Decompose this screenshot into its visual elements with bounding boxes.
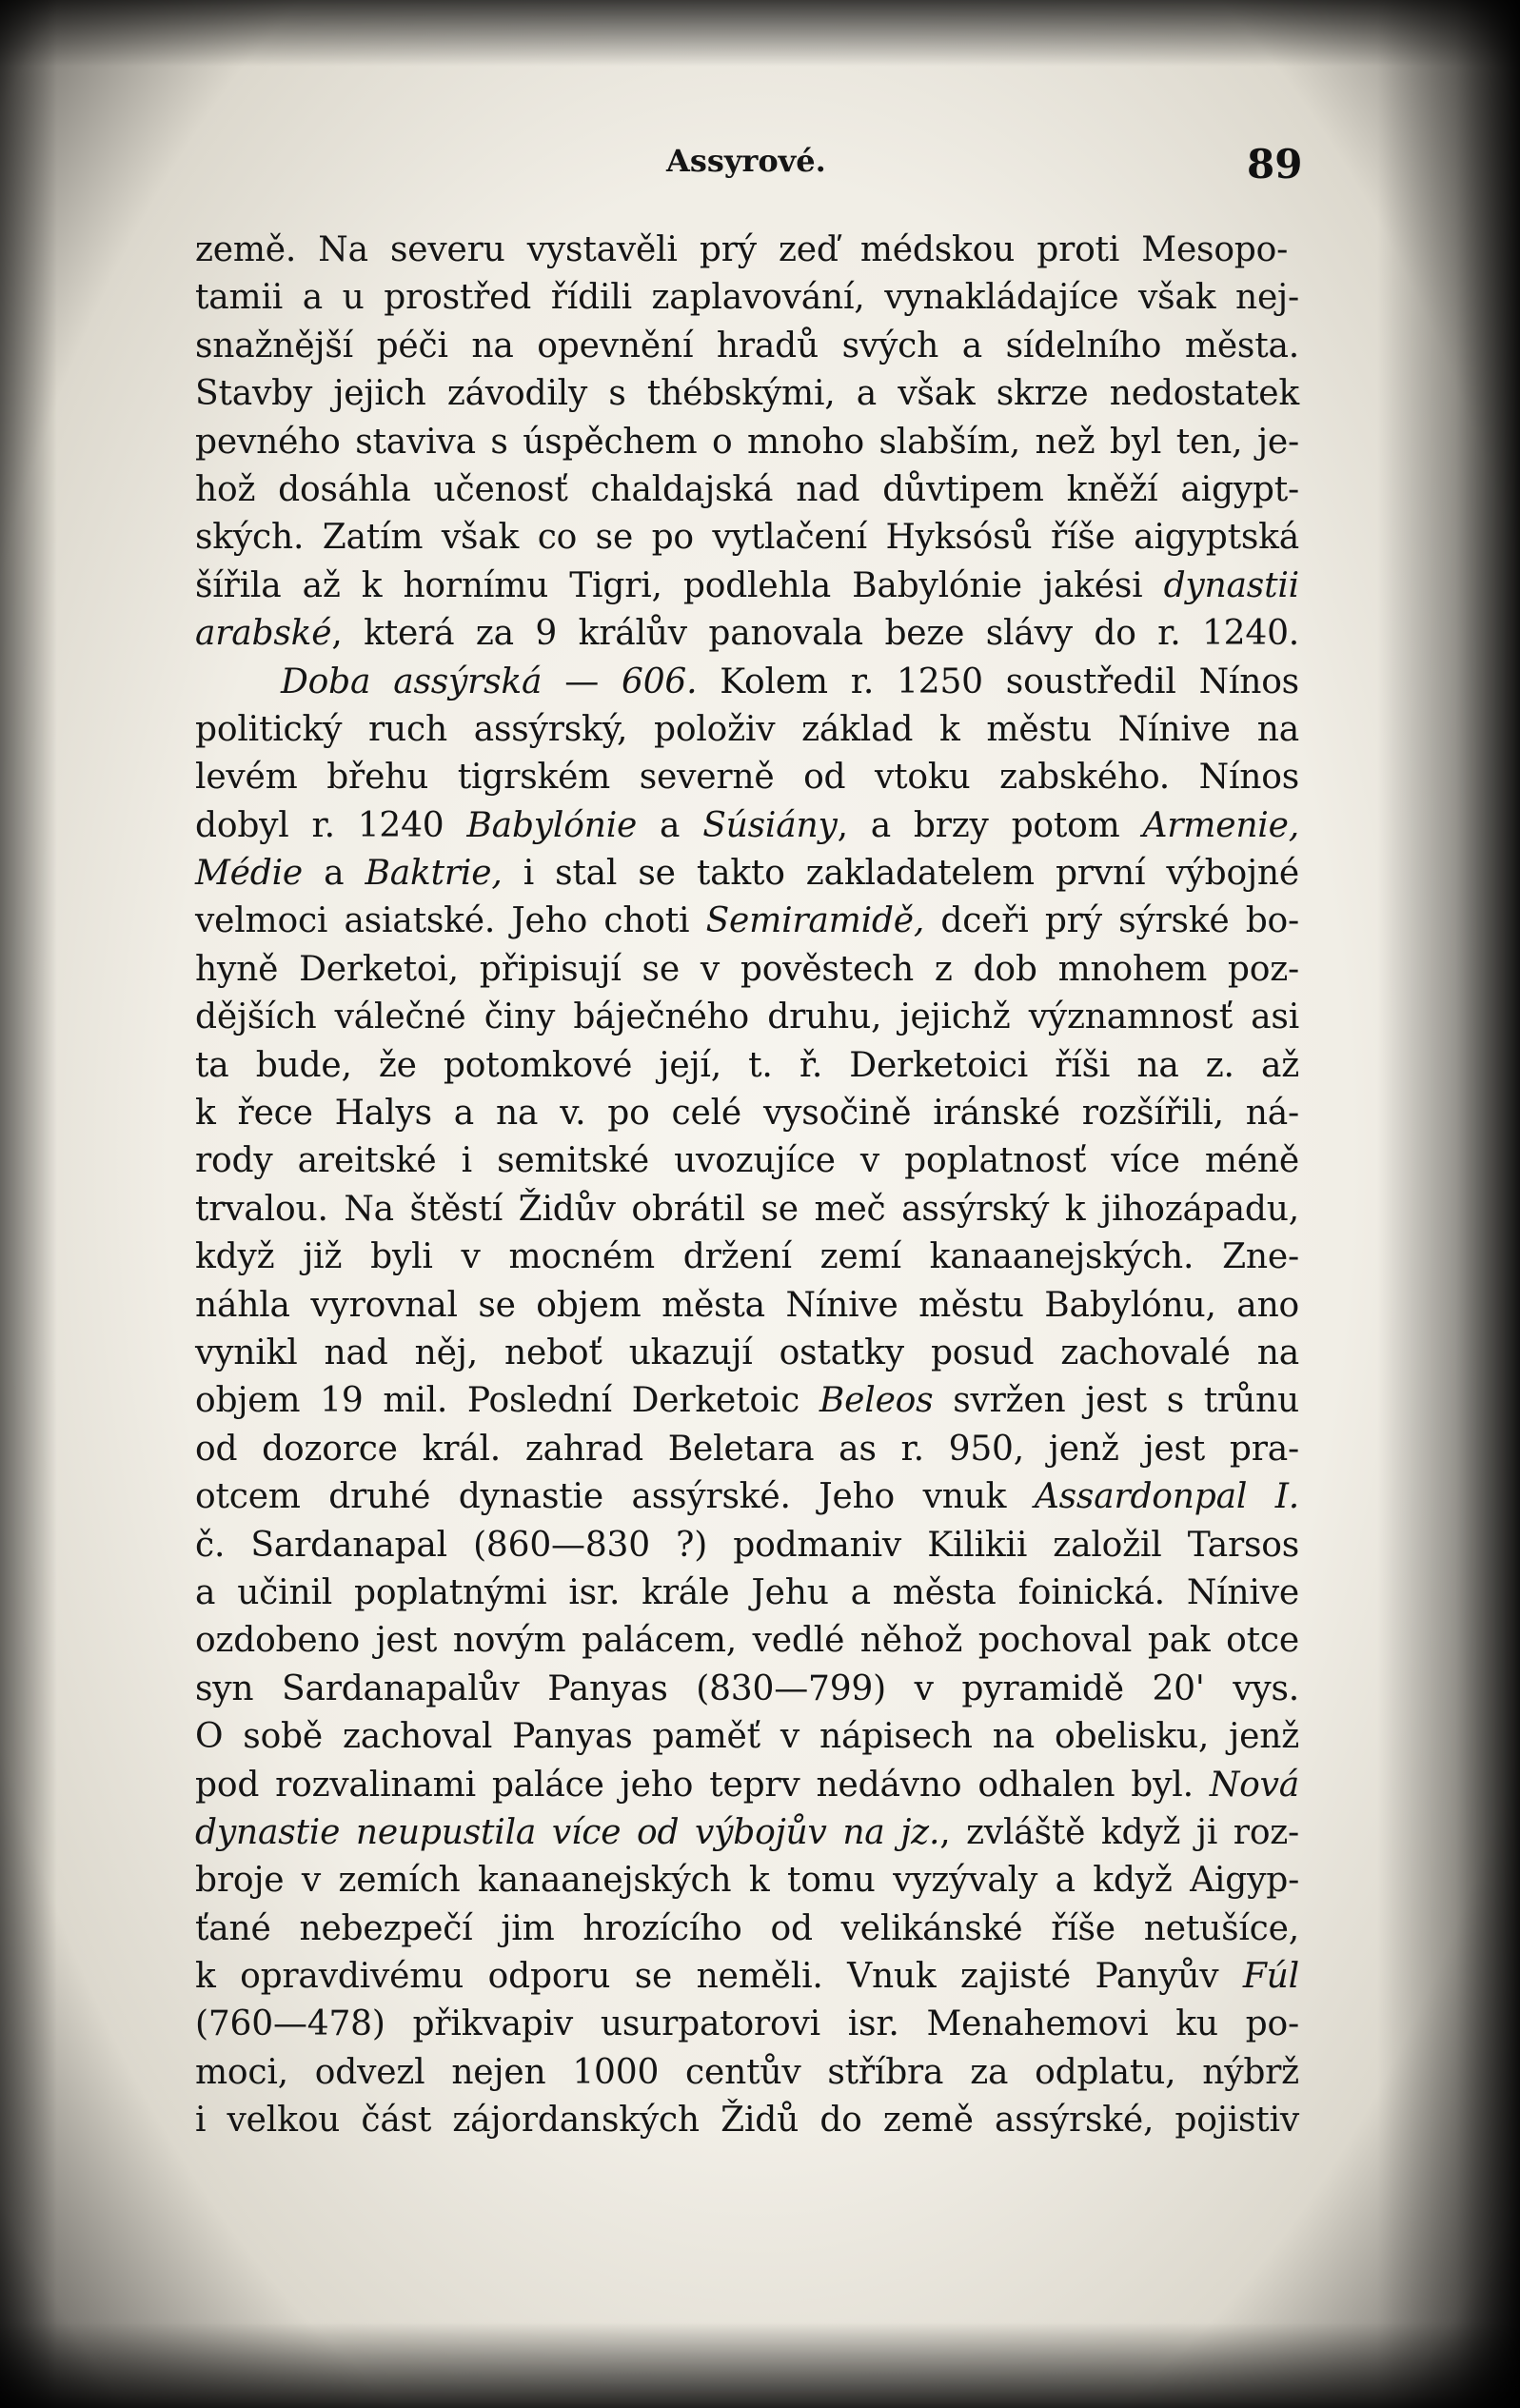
text-segment: ozdobeno jest novým palácem, vedlé něhož pochoval pak otce	[195, 1621, 1299, 1661]
text-line	[195, 1282, 1299, 1330]
scan-shadow-bottom	[0, 2322, 1520, 2408]
text-segment: i velkou část zájordanských Židů do země assýrské, pojistiv	[195, 2101, 1300, 2141]
text-line	[195, 1042, 1299, 1090]
page-number: 89	[1247, 141, 1303, 188]
text-line	[195, 1090, 1299, 1137]
text-line	[195, 514, 1299, 562]
italic-text-segment: Assardonpal I.	[1034, 1477, 1299, 1517]
text-segment: pevného staviva s úspěchem o mnoho slabším, než byl ten, je-	[195, 422, 1299, 462]
text-segment: hož dosáhla učenosť chaldajská nad důvtipem kněží aigypt-	[195, 469, 1299, 509]
text-segment: Stavby jejich závodily s thébskými, a však skrze nedostatek	[195, 374, 1299, 414]
text-segment: k opravdivému odporu se neměli. Vnuk zajisté Panyův	[195, 1957, 1243, 1997]
text-segment: dobyl r. 1240	[195, 805, 467, 845]
text-segment: svržen jest s trůnu	[933, 1381, 1300, 1421]
text-line	[195, 1617, 1299, 1665]
text-segment: rody areitské i semitské uvozujíce v poplatnosť více méně	[195, 1141, 1300, 1181]
text-segment: Kolem r. 1250 soustředil Nínos	[697, 661, 1299, 701]
text-line	[195, 1330, 1299, 1377]
text-segment: od dozorce král. zahrad Beletara as r. 950, jenž jest pra-	[195, 1429, 1299, 1469]
text-line	[195, 466, 1299, 514]
text-segment: , a brzy potom	[837, 805, 1143, 845]
text-line	[195, 946, 1299, 994]
text-line	[195, 1377, 1299, 1425]
text-segment: a	[303, 854, 365, 894]
text-line	[195, 1713, 1299, 1761]
italic-text-segment: Baktrie,	[365, 854, 503, 894]
text-line	[195, 1137, 1299, 1185]
text-segment: otcem druhé dynastie assýrské. Jeho vnuk	[195, 1477, 1035, 1517]
text-segment: a učinil poplatnými isr. krále Jehu a města foinická. Nínive	[195, 1572, 1299, 1612]
italic-text-segment: Armenie,	[1142, 805, 1299, 845]
text-line	[195, 1234, 1299, 1281]
italic-text-segment: Nová	[1209, 1765, 1300, 1805]
text-line	[195, 2001, 1299, 2048]
text-line	[195, 1953, 1299, 2001]
text-segment: č. Sardanapal (860—830 ?) podmaniv Kilikii založil Tarsos	[195, 1525, 1300, 1565]
text-line	[195, 754, 1299, 801]
text-line	[195, 274, 1299, 322]
text-line	[195, 2097, 1299, 2144]
text-line	[195, 2049, 1299, 2097]
text-line	[195, 1809, 1299, 1857]
running-head: Assyrové.	[666, 143, 826, 179]
italic-text-segment: Beleos	[819, 1381, 934, 1421]
text-segment: vynikl nad něj, neboť ukazují ostatky posud zachovalé na	[195, 1332, 1299, 1372]
text-segment: k řece Halys a na v. po celé vysočině iránské rozšířili, ná-	[195, 1094, 1299, 1134]
text-segment: ťané nebezpečí jim hrozícího od velikánské říše netušíce,	[195, 1908, 1299, 1948]
text-segment: tamii a u prostřed řídili zaplavování, vynakládajíce však nej-	[195, 278, 1299, 318]
text-line	[195, 610, 1299, 658]
text-segment: O sobě zachoval Panyas paměť v nápisech na obelisku, jenž	[195, 1717, 1299, 1757]
text-segment: —	[542, 661, 622, 701]
text-segment: politický ruch assýrský, položiv základ k městu Nínive na	[195, 709, 1299, 749]
text-line	[195, 563, 1299, 610]
text-segment: ských. Zatím však co se po vytlačení Hyksósů říše aigyptská	[195, 518, 1300, 558]
text-line	[195, 1905, 1299, 1953]
text-line	[195, 227, 1299, 274]
italic-text-segment: Súsiány	[702, 805, 838, 845]
text-line	[195, 1666, 1299, 1713]
text-segment: trvalou. Na štěstí Židův obrátil se meč assýrský k jihozápadu,	[195, 1189, 1299, 1229]
text-line	[195, 370, 1299, 418]
text-line	[195, 1473, 1299, 1521]
text-segment: snažnější péči na opevnění hradů svých a sídelního města.	[195, 326, 1299, 365]
scan-shadow-right	[1377, 0, 1520, 2408]
body-text	[195, 227, 1299, 2145]
text-segment: dějších válečné činy báječného druhu, jejichž významnosť asi	[195, 997, 1300, 1037]
italic-text-segment: Fúl	[1242, 1957, 1299, 1997]
text-line	[195, 1569, 1299, 1617]
text-segment: dceři prý sýrské bo-	[924, 901, 1299, 941]
text-line	[195, 706, 1299, 754]
text-segment: , zvláště když ji roz-	[939, 1812, 1300, 1852]
text-segment: ta bude, že potomkové její, t. ř. Derketoici říši na z. až	[195, 1045, 1299, 1085]
italic-text-segment: Babylónie	[466, 805, 638, 845]
text-segment: pod rozvalinami paláce jeho teprv nedávno odhalen byl.	[195, 1765, 1210, 1805]
text-segment: velmoci asiatské. Jeho choti	[195, 901, 706, 941]
text-segment: , která za 9 králův panovala beze slávy do r. 1240.	[331, 614, 1300, 654]
italic-text-segment: Semiramidě,	[705, 901, 925, 941]
text-segment: když již byli v mocném držení zemí kanaanejských. Zne-	[195, 1237, 1299, 1277]
text-segment: náhla vyrovnal se objem města Nínive městu Babylónu, ano	[195, 1285, 1300, 1325]
text-line	[195, 850, 1299, 898]
text-line	[195, 1426, 1299, 1473]
text-segment: hyně Derketoi, připisují se v pověstech z dob mnohem poz-	[195, 949, 1299, 989]
text-segment: země. Na severu vystavěli prý zeď médskou proti Mesopo-	[195, 230, 1289, 269]
italic-text-segment: dynastii	[1163, 565, 1299, 605]
italic-text-segment: 606.	[622, 661, 698, 701]
text-line	[195, 1522, 1299, 1569]
text-line	[195, 994, 1299, 1041]
text-line	[195, 802, 1299, 850]
text-line	[195, 419, 1299, 466]
scan-shadow-left	[0, 0, 57, 2408]
text-segment: objem 19 mil. Poslední Derketoic	[195, 1381, 819, 1421]
text-segment: broje v zemích kanaanejských k tomu vyzývaly a když Aigyp-	[195, 1861, 1300, 1901]
italic-text-segment: arabské	[195, 614, 332, 654]
page-header	[0, 143, 1520, 200]
text-segment: moci, odvezl nejen 1000 centův stříbra za odplatu, nýbrž	[195, 2052, 1299, 2092]
italic-text-segment: Doba assýrská	[281, 661, 543, 701]
italic-text-segment: Médie	[195, 854, 304, 894]
text-segment: i stal se takto zakladatelem první výbojné	[502, 854, 1300, 894]
text-line	[195, 898, 1299, 945]
text-segment: levém břehu tigrském severně od vtoku zabského. Nínos	[195, 758, 1299, 798]
text-segment: (760—478) přikvapiv usurpatorovi isr. Menahemovi ku po-	[195, 2004, 1299, 2044]
text-line	[195, 659, 1299, 706]
italic-text-segment: dynastie neupustila více od výbojův na jz.	[195, 1812, 940, 1852]
text-line	[195, 1857, 1299, 1905]
text-segment: a	[637, 805, 703, 845]
text-segment: syn Sardanapalův Panyas (830—799) v pyramidě 20' vys.	[195, 1668, 1300, 1708]
text-line	[195, 1186, 1299, 1234]
text-line	[195, 1762, 1299, 1809]
text-line	[195, 323, 1299, 370]
text-segment: šířila až k hornímu Tigri, podlehla Babylónie jakési	[195, 565, 1164, 605]
scan-shadow-top	[0, 0, 1520, 67]
